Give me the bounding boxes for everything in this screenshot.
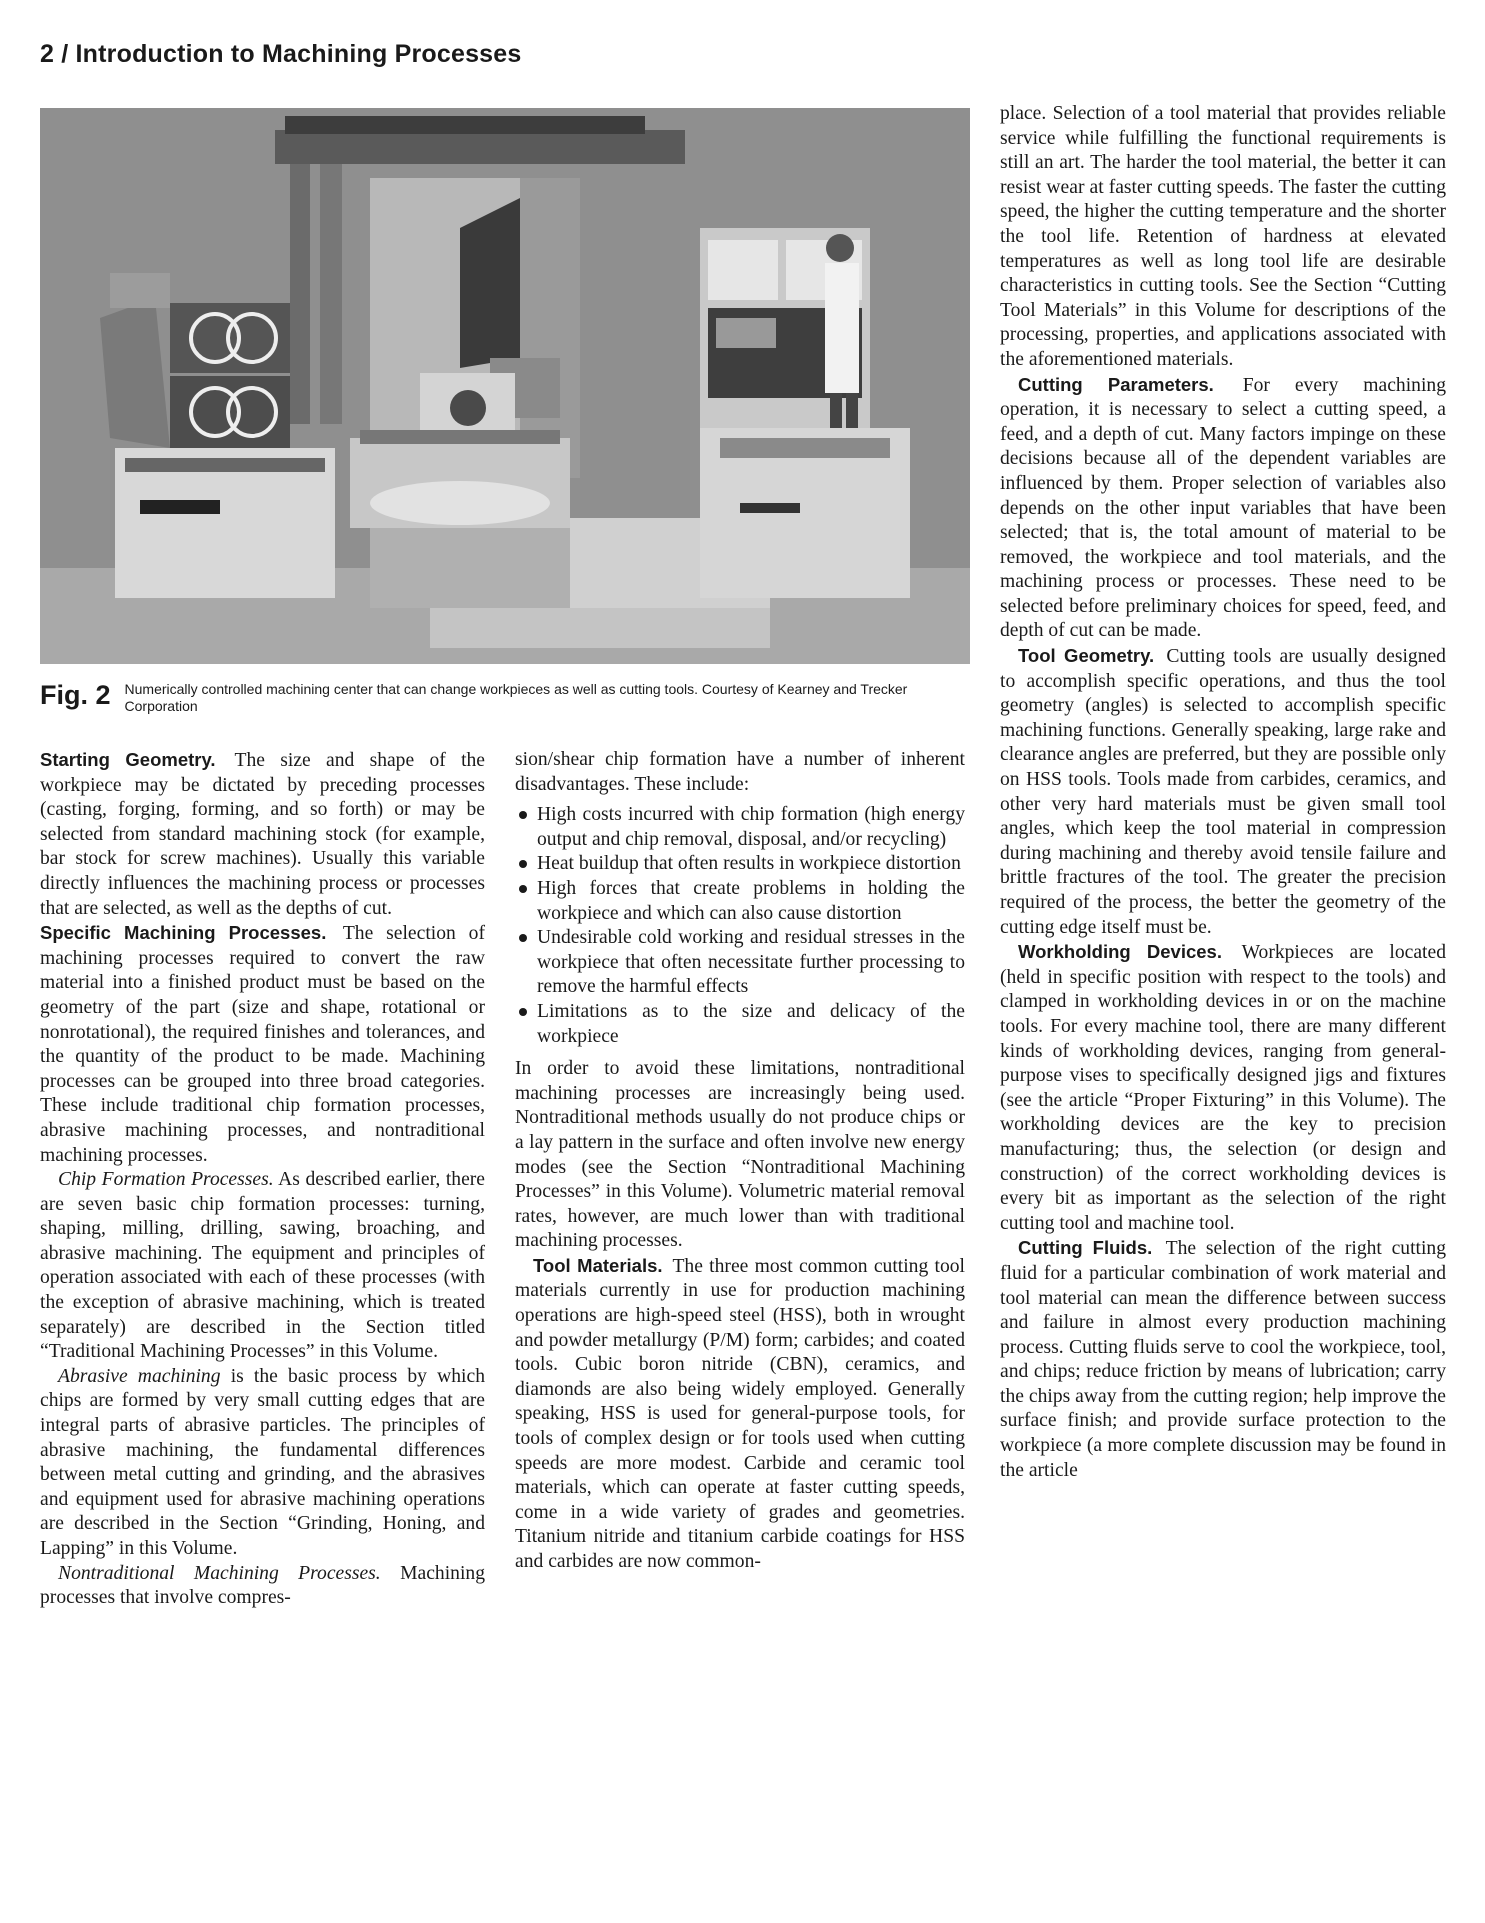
figure-caption-text: Numerically controlled machining center that can change workpieces as well as cutting tools. Courtesy of Kearney and Trecker Corporation <box>124 681 908 714</box>
italic-run-in-head: Chip Formation Processes. <box>58 1169 274 1191</box>
paragraph <box>1000 373 1446 645</box>
paragraph-text: As described earlier, there are seven basic chip formation processes: turning, shaping, milling, drilling, sawing, broaching, and abrasive machining. The equipment and principles of operation associated with each of these processes (with the exception of abrasive machining, which is treated separately) are described in the Section titled “Traditional Machining Processes” in this Volume. <box>40 1169 485 1363</box>
paragraph-text: is the basic process by which chips are formed by very small cutting edges that are integral parts of abrasive particles. The principles of abrasive machining, the fundamental differences between metal cutting and grinding, and the abrasives and equipment used for abrasive machining operations are described in the Section “Grinding, Honing, and Lapping” in this Volume. <box>40 1365 485 1559</box>
list-item: High forces that create problems in holding the workpiece and which can also cause distortion <box>515 877 965 926</box>
section-head: Starting Geometry. <box>40 749 216 770</box>
paragraph-text: Cutting tools are usually designed to accomplish specific operations, and thus the tool geometry (angles) is selected to accomplish specific machining functions. Generally speaking, large rake and clearance angles are preferred, but they are possible only on HSS tools. Tools made from carbides, ceramics, and other very hard materials must be given small tool angles, which keep the tool material in compression during machining and thereby avoid tensile failure and brittle fractures of the tool. The greater the precision required of the process, the better the geometry of the cutting edge itself must be. <box>1000 646 1446 938</box>
paragraph-text: Machining processes that involve compres- <box>40 1562 485 1609</box>
figure-photo <box>40 108 970 664</box>
paragraph: In order to avoid these limitations, nontraditional machining processes are increasingly being used. Nontraditional methods usually do not produce chips or a lay pattern in the surface and often involve new energy modes (see the Section “Nontraditional Machining Processes” in this Volume). Volumetric material removal rates, however, are much lower than with traditional machining processes. <box>515 1058 965 1252</box>
paragraph <box>40 1365 485 1562</box>
paragraph <box>515 1254 965 1575</box>
text-column-3 <box>1000 102 1446 1483</box>
paragraph-text: Workpieces are located (held in specific position with respect to the tools) and clamped in workholding devices in or on the machine tools. For every machine tool, there are many different kinds of workholding devices, ranging from general-purpose vises to specifically designed jigs and fixtures (see the article “Proper Fixturing” in this Volume). The workholding devices are the key to precision manufacturing; thus, the selection (or design and construction) of the correct workholding devices is every bit as important as the selection of the right cutting tool and machine tool. <box>1000 942 1446 1234</box>
paragraph: place. Selection of a tool material that provides reliable service while fulfilling the functional requirements is still an art. The harder the tool material, the better it can resist wear at faster cutting speeds. The faster the cutting speed, the higher the cutting temperature and the shorter the tool life. Retention of hardness at elevated temperatures as well as long tool life are desirable characteristics in cutting tools. See the Section “Cutting Tool Materials” in this Volume for descriptions of the processing, properties, and applications associated with the aforementioned materials. <box>1000 103 1446 370</box>
list-item: Limitations as to the size and delicacy of the workpiece <box>515 1000 965 1049</box>
bullet-list <box>515 803 965 1049</box>
section-head: Tool Materials. <box>533 1254 663 1276</box>
section-head: Specific Machining Processes. <box>40 922 327 944</box>
list-item: Undesirable cold working and residual stresses in the workpiece that often necessitate further processing to remove the harmful effects <box>515 926 965 1000</box>
italic-run-in-head: Abrasive machining <box>58 1365 221 1387</box>
text-column-2 <box>515 748 965 1575</box>
figure-label: Fig. 2 <box>40 680 111 710</box>
list-item: Heat buildup that often results in workpiece distortion <box>515 852 965 877</box>
section-head: Cutting Parameters. <box>1018 373 1214 395</box>
paragraph <box>40 921 485 1168</box>
paragraph <box>1000 940 1446 1236</box>
paragraph: sion/shear chip formation have a number of inherent disadvantages. These include: <box>515 749 965 795</box>
section-head: Tool Geometry. <box>1018 645 1155 667</box>
paragraph-text: For every machining operation, it is necessary to select a cutting speed, a feed, and a depth of cut. Many factors impinge on these decisions because all of the dependent variables are influenced by them. Proper selection of variables also depends on the other input variables that have been selected; that is, the total amount of material to be removed, the workpiece and tool materials, and the machining process or processes. These need to be selected before preliminary choices for speed, feed, and depth of cut can be made. <box>1000 374 1446 642</box>
paragraph <box>40 1562 485 1611</box>
italic-run-in-head: Nontraditional Machining Processes. <box>58 1562 381 1584</box>
list-item: High costs incurred with chip formation (high energy output and chip removal, disposal, and/or recycling) <box>515 803 965 852</box>
running-head: 2 / Introduction to Machining Processes <box>40 40 522 68</box>
paragraph-text: The selection of the right cutting fluid for a particular combination of work material and tool material can mean the difference between success and failure in almost every production machining process. Cutting fluids serve to cool the workpiece, tool, and chips; reduce friction by means of lubrication; carry the chips away from the cutting region; help improve the surface finish; and provide surface protection to the workpiece (a more complete discussion may be found in the article <box>1000 1238 1446 1481</box>
section-head: Workholding Devices. <box>1018 941 1222 963</box>
paragraph <box>40 748 485 921</box>
section-head: Cutting Fluids. <box>1018 1237 1153 1259</box>
figure-caption <box>40 678 980 715</box>
paragraph-text: The selection of machining processes required to convert the raw material into a finished product must be based on the geometry of the part (size and shape, rotational or nonrotational), the required finishes and tolerances, and the quantity of the product to be made. Machining processes can be grouped into three broad categories. These include traditional chip formation processes, abrasive machining processes, and nontraditional machining processes. <box>40 923 485 1166</box>
paragraph <box>40 1168 485 1365</box>
machining-center-photo <box>40 108 970 664</box>
text-column-1 <box>40 748 485 1611</box>
paragraph-text: The size and shape of the workpiece may be dictated by preceding processes (casting, forging, forming, and so forth) or may be selected from standard machining stock (for example, bar stock for screw machines). Usually this variable directly influences the machining process or processes that are selected, as well as the depths of cut. <box>40 750 486 919</box>
paragraph <box>1000 1236 1446 1483</box>
paragraph <box>1000 644 1446 940</box>
paragraph-text: The three most common cutting tool materials currently in use for production machining operations are high-speed steel (HSS), both in wrought and powder metallurgy (P/M) form; carbides; and coated tools. Cubic boron nitride (CBN), ceramics, and diamonds are also being widely employed. Generally speaking, HSS is used for general-purpose tools, for tools of complex design or for tools used when cutting speeds are more modest. Carbide and ceramic tool materials, which can operate at faster cutting speeds, come in a wide variety of grades and geometries. Titanium nitride and titanium carbide coatings for HSS and carbides are now common- <box>515 1255 965 1572</box>
